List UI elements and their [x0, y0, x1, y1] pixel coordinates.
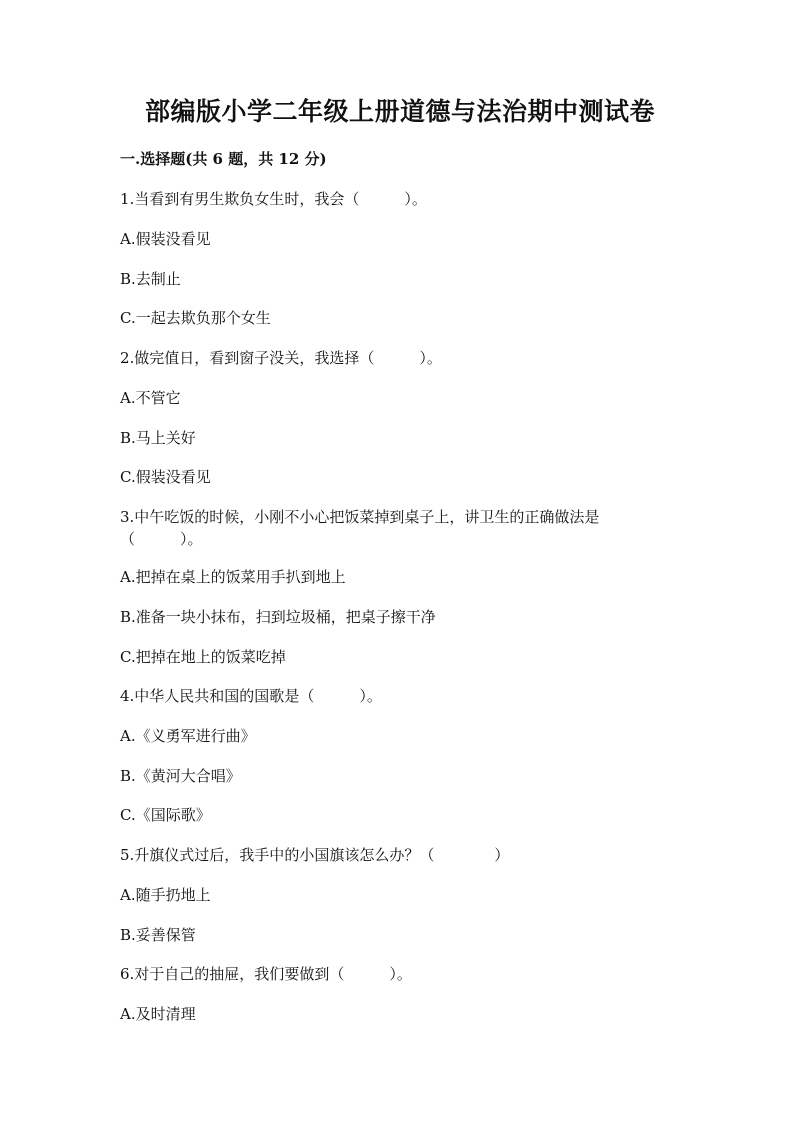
question-3-option-c: C.把掉在地上的饭菜吃掉 [120, 648, 286, 666]
question-6-option-a: A.及时清理 [120, 1005, 196, 1023]
question-3-option-b: B.准备一块小抹布，扫到垃圾桶，把桌子擦干净 [120, 608, 436, 626]
question-3-text: 3.中午吃饭的时候，小刚不小心把饭菜掉到桌子上，讲卫生的正确做法是（ ）。 [120, 508, 600, 548]
question-1-option-a: A.假装没看见 [120, 230, 211, 248]
question-4-option-b: B.《黄河大合唱》 [120, 767, 241, 785]
question-5-option-a: A.随手扔地上 [120, 886, 211, 904]
question-4-text: 4.中华人民共和国的国歌是（ ）。 [120, 687, 382, 705]
question-1-option-b: B.去制止 [120, 270, 181, 288]
question-5-text: 5.升旗仪式过后，我手中的小国旗该怎么办？（ ） [120, 846, 510, 864]
question-2-text: 2.做完值日，看到窗子没关，我选择（ ）。 [120, 349, 442, 367]
question-4-option-a: A.《义勇军进行曲》 [120, 727, 256, 745]
section-heading: 一.选择题(共 6 题，共 12 分) [120, 150, 327, 168]
question-2-option-a: A.不管它 [120, 389, 181, 407]
question-2-option-b: B.马上关好 [120, 429, 196, 447]
page-title: 部编版小学二年级上册道德与法治期中测试卷 [144, 97, 655, 126]
question-2-option-c: C.假装没看见 [120, 468, 211, 486]
question-1-option-c: C.一起去欺负那个女生 [120, 309, 271, 327]
question-4-option-c: C.《国际歌》 [120, 806, 211, 824]
question-5-option-b: B.妥善保管 [120, 926, 196, 944]
question-6-text: 6.对于自己的抽屉，我们要做到（ ）。 [120, 965, 412, 983]
question-3-option-a: A.把掉在桌上的饭菜用手扒到地上 [120, 568, 346, 586]
question-1-text: 1.当看到有男生欺负女生时，我会（ ）。 [120, 190, 427, 208]
